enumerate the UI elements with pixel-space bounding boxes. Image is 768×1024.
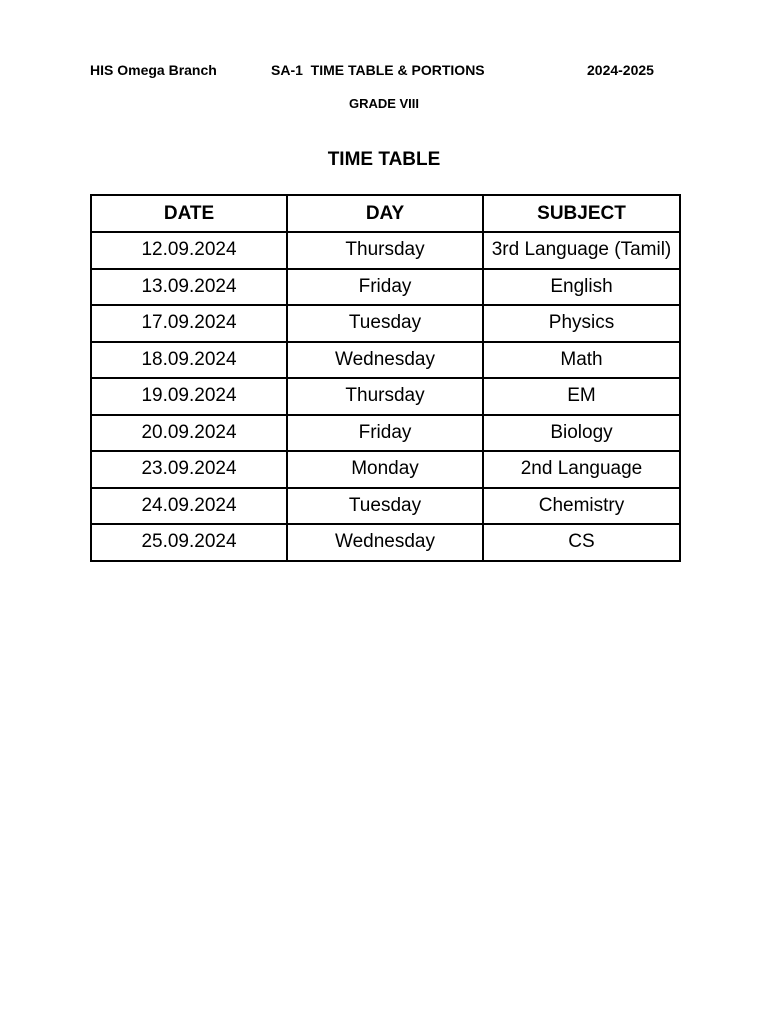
- date-cell: 18.09.2024: [91, 342, 287, 379]
- date-cell: 23.09.2024: [91, 451, 287, 488]
- subject-cell: Chemistry: [483, 488, 680, 525]
- day-cell: Thursday: [287, 378, 483, 415]
- day-cell: Tuesday: [287, 305, 483, 342]
- day-cell: Tuesday: [287, 488, 483, 525]
- table-header-row: [91, 195, 680, 232]
- table-row: [91, 415, 680, 452]
- table-row: [91, 232, 680, 269]
- column-header-date: DATE: [91, 195, 287, 232]
- table-row: [91, 378, 680, 415]
- date-cell: 12.09.2024: [91, 232, 287, 269]
- day-cell: Friday: [287, 415, 483, 452]
- exam-title: SA-1 TIME TABLE & PORTIONS: [271, 62, 485, 78]
- day-cell: Thursday: [287, 232, 483, 269]
- school-name: HIS Omega Branch: [90, 62, 217, 78]
- subject-cell: Biology: [483, 415, 680, 452]
- table-row: [91, 524, 680, 561]
- timetable: [90, 194, 681, 562]
- subject-cell: Physics: [483, 305, 680, 342]
- day-cell: Wednesday: [287, 524, 483, 561]
- date-cell: 13.09.2024: [91, 269, 287, 306]
- table-row: [91, 451, 680, 488]
- grade-label: GRADE VIII: [348, 96, 420, 111]
- date-cell: 20.09.2024: [91, 415, 287, 452]
- date-cell: 19.09.2024: [91, 378, 287, 415]
- subject-cell: Math: [483, 342, 680, 379]
- subject-cell: 3rd Language (Tamil): [483, 232, 680, 269]
- day-cell: Monday: [287, 451, 483, 488]
- table-row: [91, 269, 680, 306]
- table-row: [91, 342, 680, 379]
- day-cell: Friday: [287, 269, 483, 306]
- column-header-subject: SUBJECT: [483, 195, 680, 232]
- day-cell: Wednesday: [287, 342, 483, 379]
- table-row: [91, 305, 680, 342]
- subject-cell: 2nd Language: [483, 451, 680, 488]
- timetable-title: TIME TABLE: [327, 149, 441, 170]
- subject-cell: English: [483, 269, 680, 306]
- date-cell: 17.09.2024: [91, 305, 287, 342]
- date-cell: 24.09.2024: [91, 488, 287, 525]
- table-row: [91, 488, 680, 525]
- academic-year: 2024-2025: [587, 62, 654, 78]
- subject-cell: CS: [483, 524, 680, 561]
- subject-cell: EM: [483, 378, 680, 415]
- date-cell: 25.09.2024: [91, 524, 287, 561]
- column-header-day: DAY: [287, 195, 483, 232]
